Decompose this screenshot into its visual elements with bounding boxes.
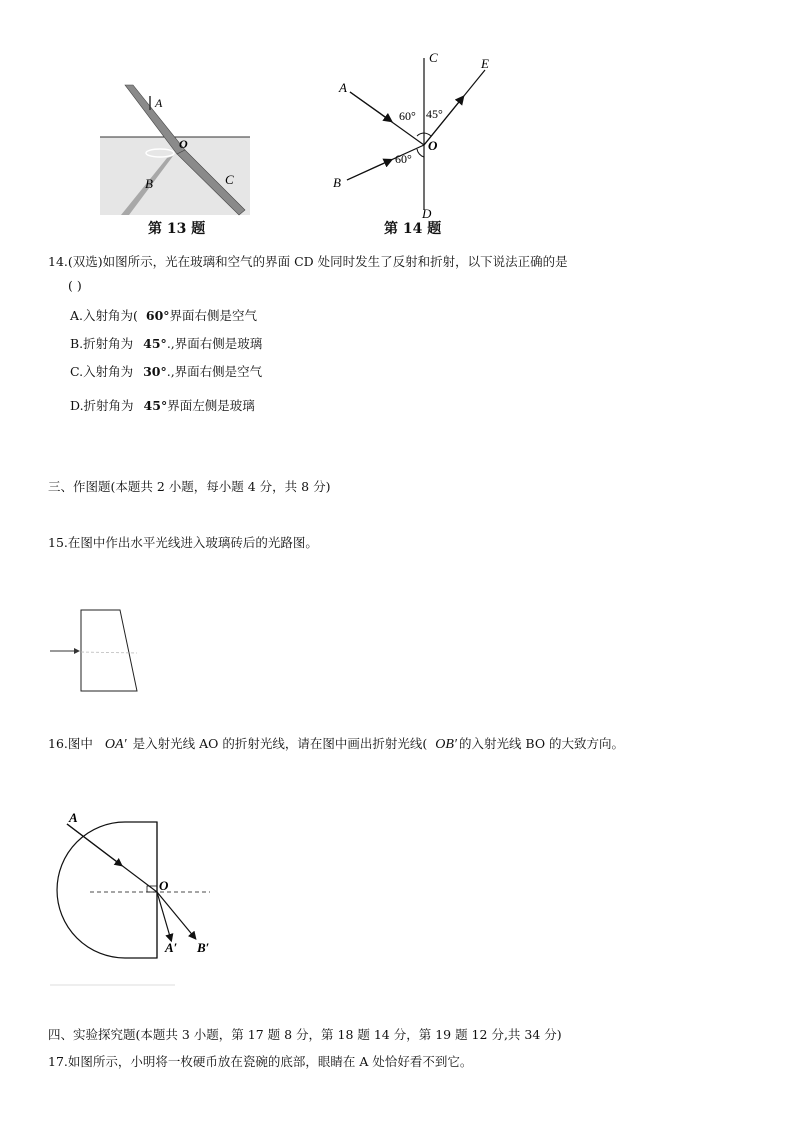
fig13-label-o: O: [179, 137, 188, 151]
glass-brick: [81, 610, 137, 691]
option-c-value: 30°: [143, 364, 167, 379]
section-4-title: 四、实验探究题(本题共 3 小题，第 17 题 8 分，第 18 题 14 分，第 19 题 12 分,共 34 分): [48, 1027, 562, 1042]
option-a-prefix: A.入射角为(: [70, 308, 138, 323]
fig16-label-a: A: [69, 810, 78, 825]
ray-oa-prime: [157, 892, 171, 940]
option-d-prefix: D.折射角为: [70, 398, 134, 413]
fig14-angle-eo: 45°: [426, 107, 443, 121]
option-c-suffix: .,界面右侧是空气: [166, 364, 263, 379]
option-b-suffix: .,界面右侧是玻璃: [166, 336, 263, 351]
option-c-prefix: C.入射角为: [70, 364, 134, 379]
fig13-label-c: C: [225, 172, 234, 187]
q14-answer-blank: ( ): [68, 278, 82, 293]
fig14-label-b: B: [333, 175, 341, 190]
fig14-label-a: A: [339, 80, 347, 95]
angle-arc-eo: [424, 133, 431, 136]
option-d-value: 45°: [143, 398, 168, 413]
fig14-label-o: O: [428, 138, 438, 153]
fig13-label-a: A: [155, 96, 163, 110]
fig14-angle-bo: 60°: [395, 152, 412, 166]
ray-bo-arrow: [347, 160, 391, 180]
q16-oa-symbol: OA′: [104, 737, 127, 752]
fig14-angle-ao: 60°: [399, 109, 416, 123]
option-d-suffix: 界面左侧是玻璃: [167, 398, 255, 413]
option-a-value: 60°: [145, 308, 170, 323]
angle-arc-bo: [417, 149, 424, 157]
ray-ob-prime: [157, 892, 195, 938]
figure-13: [95, 80, 255, 220]
fig14-label-c: C: [429, 50, 438, 65]
q15-text: 15.在图中作出水平光线进入玻璃砖后的光路图。: [48, 535, 318, 550]
figure-15: [45, 605, 145, 695]
fig13-label-b: B: [145, 176, 153, 191]
q16-middle: 是入射光线 AO 的折射光线，请在图中画出折射光线(: [132, 736, 428, 751]
q14-option-a: [70, 306, 257, 324]
q16-suffix: 的入射光线 BO 的大致方向。: [458, 736, 625, 751]
ray-ao-arrow: [350, 92, 391, 121]
semicircle-glass: [57, 822, 157, 958]
angle-arc-ao: [417, 133, 424, 136]
q14-stem: 14.(双选)如图所示，光在玻璃和空气的界面 CD 处同时发生了反射和折射，以下说法正确的是: [48, 254, 568, 269]
figure-16: [45, 810, 225, 990]
q14-option-c: [70, 362, 262, 380]
figure-14: [325, 50, 505, 220]
option-a-suffix: 界面右侧是空气: [169, 308, 258, 323]
q14-option-d: [70, 396, 255, 414]
q14-option-b: [70, 334, 262, 352]
fig16-label-a-prime: A′: [165, 940, 178, 955]
q16-prefix: 16.图中: [48, 736, 93, 751]
option-b-value: 45°: [143, 336, 167, 351]
fig14-label-d: D: [422, 206, 432, 220]
fig13-caption: 第 13 题: [148, 221, 206, 237]
fig14-label-e: E: [481, 56, 489, 71]
fig14-caption: 第 14 题: [384, 221, 442, 237]
fig16-label-b-prime: B′: [197, 940, 210, 955]
option-b-prefix: B.折射角为: [70, 336, 134, 351]
section-3-title: 三、作图题(本题共 2 小题，每小题 4 分，共 8 分): [48, 479, 331, 494]
q17-text: 17.如图所示，小明将一枚硬币放在瓷碗的底部，眼睛在 A 处恰好看不到它。: [48, 1054, 473, 1069]
q16-text: [48, 734, 624, 753]
fig16-label-o: O: [159, 878, 169, 893]
q16-ob-symbol: OB′: [435, 737, 457, 752]
